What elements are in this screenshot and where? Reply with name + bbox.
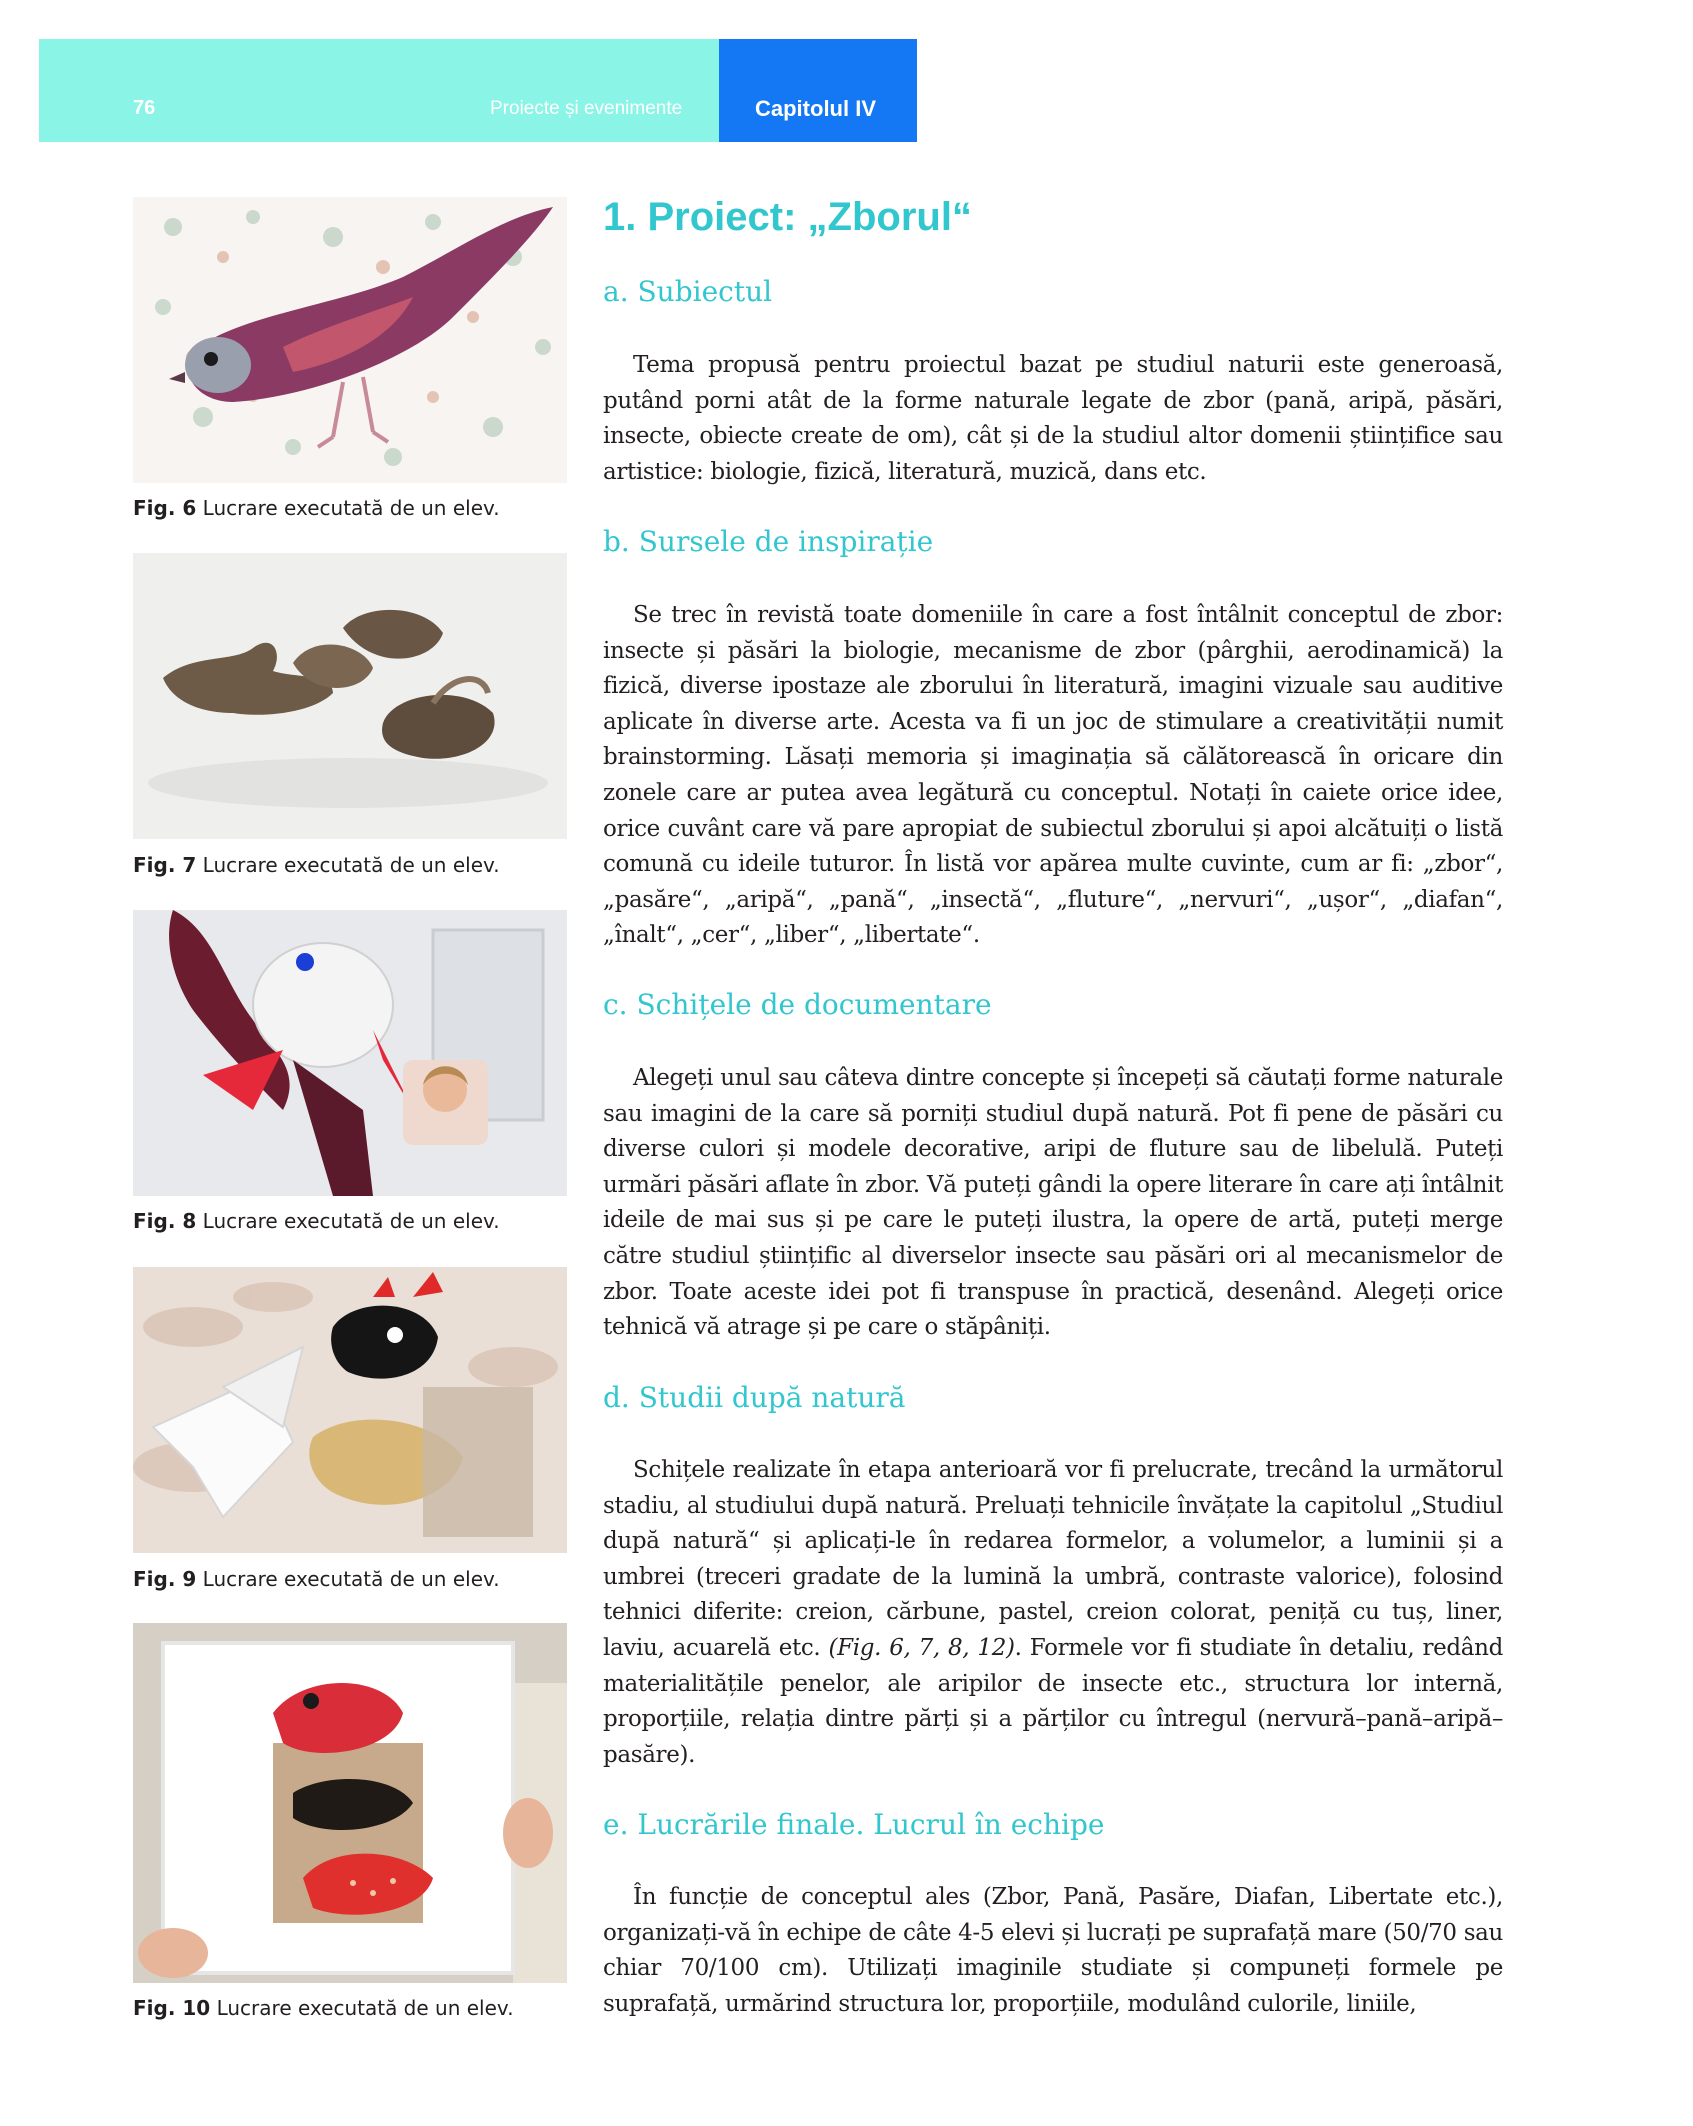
header-band xyxy=(39,39,719,142)
figure-7-label: Fig. 7 xyxy=(133,853,197,877)
figure-9 xyxy=(133,1267,567,1591)
section-text-sursele: Se trec în revistă toate domeniile în care a fost întâlnit conceptul de zbor: insecte și păsări la biologie, mecanisme de zbor (pârghii, aerodinamică) la fizică, diverse ipostaze ale zborului în literatură, imagini vizuale sau auditive aplicate în diverse arte. Acesta va fi un joc de stimulare a creativității numit brainstorming. Lăsați memoria și imaginația să călătorească în oricare din zonele care ar putea avea legătură cu conceptul. Notați în caiete orice idee, orice cuvânt care vă pare apropiat de subiectul zborului și apoi alcătuiți o listă comună cu ideile tuturor. În listă vor apărea multe cuvinte, cum ar fi: „zbor“, „pasăre“, „aripă“, „pană“, „insectă“, „fluture“, „nervuri“, „ușor“, „diafan“, „înalt“, „cer“, „liber“, „libertate“. xyxy=(603,602,1503,949)
collage-bird-image xyxy=(133,910,567,1196)
section-text-subiectul: Tema propusă pentru proiectul bazat pe studiul naturii este generoasă, putând porni atât de la forme naturale legate de zbor (pană, aripă, păsări, insecte, obiecte create de om), cât și de la studiul altor domenii științifice sau artistice: biologie, fizică, literatură, muzică, dans etc. xyxy=(603,352,1503,485)
section-heading-subiectul: a. Subiectul xyxy=(603,275,773,308)
figure-6-caption-text: Lucrare executată de un elev. xyxy=(202,496,500,520)
framed-birds-image xyxy=(133,1623,567,1983)
section-text-lucrarile: În funcție de conceptul ales (Zbor, Pană, Pasăre, Diafan, Libertate etc.), organizați-vă în echipe de câte 4-5 elevi și lucrați pe suprafață mare (50/70 sau chiar 70/100 cm). Utilizați imaginile studiate și compuneți formele pe suprafață, urmărind structura lor, proporțiile, modulând culorile, liniile, xyxy=(603,1884,1503,2017)
running-section-title: Proiecte și evenimente xyxy=(490,98,683,119)
section-heading-schitele: c. Schițele de documentare xyxy=(603,988,992,1021)
page-number: 76 xyxy=(133,97,156,119)
chapter-label: Capitolul IV xyxy=(755,96,876,121)
section-heading-studii: d. Studii după natură xyxy=(603,1381,906,1414)
section-text-studii-part1: Schițele realizate în etapa anterioară vor fi prelucrate, trecând la următorul stadiu, al studiului după natură. Preluați tehnicile învățate la capitolul „Studiul după natură“ și aplicați-le în redarea formelor, a volumelor, a luminii și a umbrei (treceri gradate de la lumină la umbră, contraste valorice), folosind tehnici diferite: creion, cărbune, pastel, creion colorat, peniță cu tuș, liner, laviu, acuarelă etc. xyxy=(603,1457,1503,1661)
figure-8-caption xyxy=(133,1209,567,1233)
figure-10-label: Fig. 10 xyxy=(133,1996,211,2020)
section-heading-lucrarile: e. Lucrările finale. Lucrul în echipe xyxy=(603,1808,1105,1841)
figure-9-caption-text: Lucrare executată de un elev. xyxy=(202,1567,500,1591)
section-text-schitele: Alegeți unul sau câteva dintre concepte și începeți să căutați forme naturale sau imagini de la care să porniți studiul după natură. Pot fi pene de păsări cu diverse culori și modele decorative, aripi de fluture sau de libelulă. Puteți urmări păsări aflate în zbor. Vă puteți gândi la opere literare în care ați întâlnit ideile de mai sus și pe care le puteți ilustra, la opere de artă, puteți merge către studiul științific al diverselor insecte sau păsări ori al mecanismelor de zbor. Toate aceste idei pot fi transpuse în practică, desenând. Alegeți orice tehnică vă atrage și pe care o stăpâniți. xyxy=(603,1065,1503,1341)
figure-6-caption xyxy=(133,496,567,520)
project-title: 1. Proiect: „Zborul“ xyxy=(603,195,972,239)
figure-9-label: Fig. 9 xyxy=(133,1567,197,1591)
figure-6-label: Fig. 6 xyxy=(133,496,197,520)
clay-birds-image xyxy=(133,553,567,839)
figure-6 xyxy=(133,197,567,520)
figure-9-caption xyxy=(133,1567,567,1591)
figure-8-caption-text: Lucrare executată de un elev. xyxy=(202,1209,500,1233)
section-text-studii-part2: . Formele vor fi studiate în detaliu, redând materialitățile penelor, ale aripilor de insecte etc., structura lor internă, proporțiile, relația dintre părți și a părților cu întregul (nervură–pană–aripă–pasăre). xyxy=(603,1634,1503,1768)
figure-reference: (Fig. 6, 7, 8, 12) xyxy=(828,1634,1015,1661)
figure-8 xyxy=(133,910,567,1233)
figure-10-caption xyxy=(133,1996,567,2020)
watercolor-bird-image xyxy=(133,197,567,483)
paper-birds-image xyxy=(133,1267,567,1553)
chapter-tab xyxy=(719,39,917,142)
figure-7-caption xyxy=(133,853,567,877)
figure-10 xyxy=(133,1623,567,2020)
figure-10-caption-text: Lucrare executată de un elev. xyxy=(216,1996,514,2020)
figure-7-caption-text: Lucrare executată de un elev. xyxy=(202,853,500,877)
figure-7 xyxy=(133,553,567,877)
section-text-studii xyxy=(603,1453,1503,1773)
figure-8-label: Fig. 8 xyxy=(133,1209,197,1233)
section-heading-sursele: b. Sursele de inspirație xyxy=(603,525,934,558)
